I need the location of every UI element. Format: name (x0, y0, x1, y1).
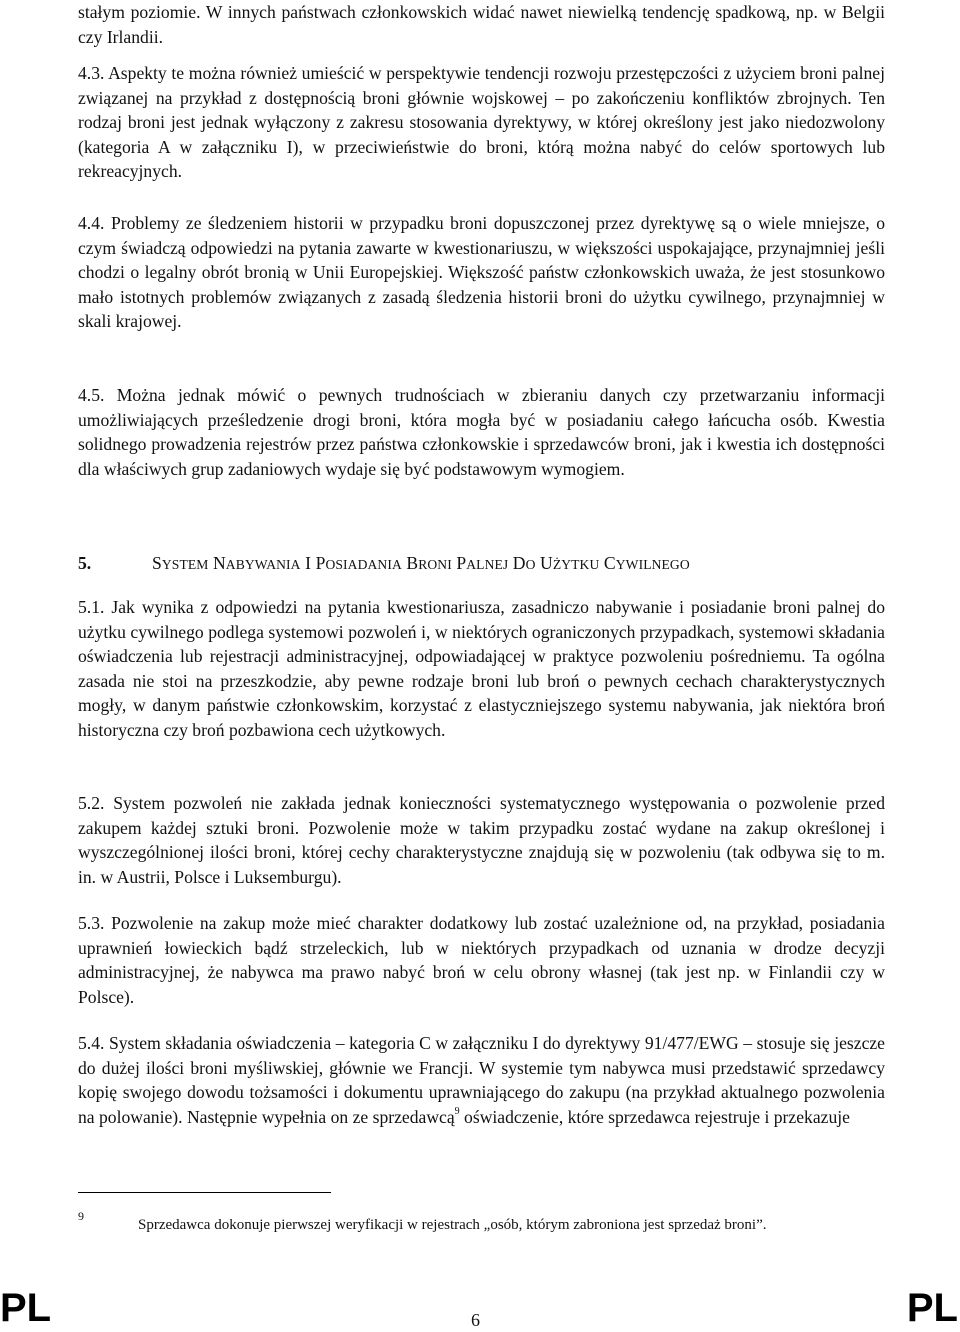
paragraph-text: Aspekty te można również umieścić w perspektywie tendencji rozwoju przestępczości z użyciem broni palnej związanej na przykład z dostępnością broni głównie wojskowej – po zakończeniu konfliktów zbrojnych. Ten rodzaj broni jest jednak wyłączony z zakresu stosowania dyrektywy, w której określony jest jako niedozwolony (kategoria A w załączniku I), w przeciwieństwie do broni, którą można nabyć do celów sportowych lub rekreacyjnych. (78, 63, 885, 182)
paragraph-4-4 (78, 211, 885, 334)
section-title: SYSTEM NABYWANIA I POSIADANIA BRONI PALNEJ DO UŻYTKU CYWILNEGO (152, 553, 690, 573)
paragraph-4-5 (78, 383, 885, 481)
footnote-number: 9 (78, 1209, 84, 1223)
paragraph-number: 5.1. (78, 597, 105, 617)
paragraph-5-4 (78, 1031, 885, 1129)
paragraph-number: 5.4. (78, 1033, 105, 1053)
paragraph-4-3 (78, 61, 885, 184)
paragraph-text: System pozwoleń nie zakłada jednak konieczności systematycznego występowania o pozwolenie przed zakupem każdej sztuki broni. Pozwolenie może w takim przypadku zostać wydane na zakup określonej i wyszczególnionej ilości broni, której cechy charakterystyczne znajdują się w pozwoleniu (tak odbywa się to m. in. w Austrii, Polsce i Luksemburgu). (78, 793, 885, 887)
paragraph-text: System składania oświadczenia – kategoria C w załączniku I do dyrektywy 91/477/EWG – stosuje się jeszcze do dużej ilości broni myśliwskiej, głównie we Francji. W systemie tym nabywca musi przedstawić sprzedawcy kopię swojego dowodu tożsamości i dokumentu uprawniającego do zakupu (na przykład aktualnego pozwolenia na polowanie). Następnie wypełnia on ze sprzedawcą (78, 1033, 885, 1127)
footer-language-left: PL (0, 1286, 52, 1330)
paragraph-text: Problemy ze śledzeniem historii w przypadku broni dopuszczonej przez dyrektywę są o wiele mniejsze, o czym świadczą odpowiedzi na pytania zawarte w kwestionariuszu, w większości uspokajające, przynajmniej jeśli chodzi o legalny obrót bronią w Unii Europejskiej. Większość państw członkowskich uważa, że jest stosunkowo mało istotnych problemów związanych z zasadą śledzenia historii broni do użytku cywilnego, przynajmniej w skali krajowej. (78, 213, 885, 332)
page-number: 6 (471, 1310, 480, 1330)
continued-paragraph: stałym poziomie. W innych państwach członkowskich widać nawet niewielką tendencję spadkową, np. w Belgii czy Irlandii. (78, 2, 885, 47)
paragraph-text: Pozwolenie na zakup może mieć charakter dodatkowy lub zostać uzależnione od, na przykład, posiadania uprawnień łowieckich bądź strzeleckich, lub w niektórych przypadkach od uznania w drodze decyzji administracyjnej, że nabywca ma prawo nabyć broń w celu obrony własnej (tak jest np. w Finlandii czy w Polsce). (78, 913, 885, 1007)
paragraph-number: 5.2. (78, 793, 105, 813)
footnote-text: Sprzedawca dokonuje pierwszej weryfikacji w rejestrach „osób, którym zabroniona jest sprzedaż broni”. (138, 1217, 767, 1233)
paragraph-5-2 (78, 791, 885, 889)
paragraph-number: 5.3. (78, 913, 105, 933)
paragraph-number: 4.5. (78, 385, 105, 405)
paragraph-text: Jak wynika z odpowiedzi na pytania kwestionariusza, zasadniczo nabywanie i posiadanie broni palnej do użytku cywilnego podlega systemowi pozwoleń i, w niektórych ograniczonych przypadkach, systemowi składania oświadczenia lub rejestracji administracyjnej, odpowiadającej w praktyce pozwoleniu pośredniemu. Ta ogólna zasada nie stoi na przeszkodzie, aby pewne rodzaje broni lub broń o pewnych cechach charakterystycznych mogły, w danym państwie członkowskim, korzystać z elastyczniejszego systemu nabywania, jak niektóra broń historyczna czy broń pozbawiona cech użytkowych. (78, 597, 885, 740)
paragraph-text: Można jednak mówić o pewnych trudnościach w zbieraniu danych czy przetwarzaniu informacji umożliwiających prześledzenie drogi broni, która mogła być w posiadaniu całego łańcucha osób. Kwestia solidnego prowadzenia rejestrów przez państwa członkowskie i sprzedawców broni, jak i kwestia ich dostępności dla właściwych grup zadaniowych wydaje się być podstawowym wymogiem. (78, 385, 885, 479)
footer-language-right: PL (906, 1286, 958, 1330)
section-5-heading (78, 551, 885, 577)
section-number: 5. (78, 553, 92, 573)
paragraph-5-3 (78, 911, 885, 1009)
footnote-separator (78, 1192, 331, 1193)
paragraph-text-continued: oświadczenie, które sprzedawca rejestruje i przekazuje (459, 1106, 850, 1127)
paragraph-number: 4.4. (78, 213, 105, 233)
footnote-reference[interactable]: 9 (454, 1105, 460, 1117)
paragraph-number: 4.3. (78, 63, 105, 83)
paragraph-5-1 (78, 595, 885, 743)
